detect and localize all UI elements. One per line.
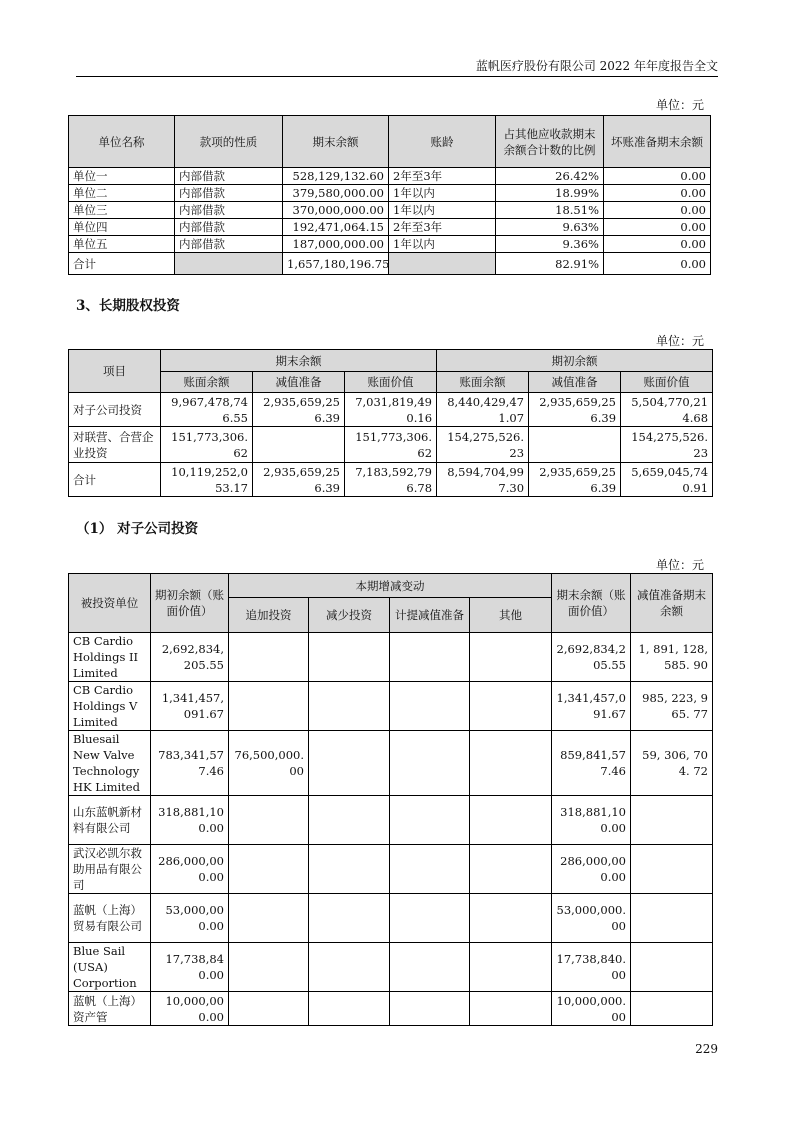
cell	[390, 943, 470, 992]
cell	[529, 427, 621, 463]
cell	[470, 633, 552, 682]
table-row	[69, 427, 713, 463]
header-cell: 本期增减变动	[229, 574, 552, 598]
table-row	[69, 845, 713, 894]
cell: 2,935,659,256.39	[529, 463, 621, 497]
cell	[470, 894, 552, 943]
cell: 8,594,704,997.30	[437, 463, 529, 497]
table-header-row	[69, 116, 711, 168]
cell	[631, 943, 713, 992]
table-row	[69, 943, 713, 992]
cell	[229, 633, 309, 682]
cell: 内部借款	[175, 236, 283, 253]
cell	[309, 796, 390, 845]
cell: 10,000,000.00	[552, 992, 631, 1026]
header-cell: 计提减值准备	[390, 598, 470, 633]
header-cell: 账面价值	[345, 372, 437, 393]
table-row	[69, 682, 713, 731]
table-row	[69, 202, 711, 219]
cell: 9.63%	[496, 219, 604, 236]
cell: 370,000,000.00	[283, 202, 389, 219]
unit-label-2: 单位：元	[655, 334, 704, 348]
cell: 5,504,770,214.68	[621, 393, 713, 427]
header-cell: 款项的性质	[175, 116, 283, 168]
cell: 8,440,429,471.07	[437, 393, 529, 427]
cell: 1, 891, 128, 585. 90	[631, 633, 713, 682]
cell	[631, 992, 713, 1026]
cell	[390, 845, 470, 894]
cell: 9.36%	[496, 236, 604, 253]
cell: 山东蓝帆新材料有限公司	[69, 796, 151, 845]
header-cell: 单位名称	[69, 116, 175, 168]
cell: 2,692,834,205.55	[552, 633, 631, 682]
cell	[229, 845, 309, 894]
cell: 5,659,045,740.91	[621, 463, 713, 497]
header-cell: 减值准备	[529, 372, 621, 393]
cell	[309, 633, 390, 682]
header-cell: 账面余额	[161, 372, 253, 393]
cell: 18.99%	[496, 185, 604, 202]
cell: 0.00	[604, 253, 711, 275]
cell: 10,119,252,053.17	[161, 463, 253, 497]
table-row	[69, 633, 713, 682]
cell: 单位五	[69, 236, 175, 253]
cell	[631, 894, 713, 943]
cell: 9,967,478,746.55	[161, 393, 253, 427]
cell: 151,773,306.62	[345, 427, 437, 463]
cell: 53,000,000.00	[151, 894, 229, 943]
section-title-long-term-equity: 3、长期股权投资	[76, 298, 180, 314]
table-row	[69, 219, 711, 236]
total-row	[69, 463, 713, 497]
other-receivables-top5-table	[68, 115, 711, 275]
cell	[390, 894, 470, 943]
page-number: 229	[695, 1042, 718, 1056]
cell	[309, 992, 390, 1026]
header-cell: 其他	[470, 598, 552, 633]
cell: 合计	[69, 253, 175, 275]
cell: Blue Sail (USA) Corportion	[69, 943, 151, 992]
cell: 192,471,064.15	[283, 219, 389, 236]
cell	[229, 943, 309, 992]
page-header: 蓝帆医疗股份有限公司 2022 年年度报告全文	[76, 58, 718, 77]
header-cell: 减少投资	[309, 598, 390, 633]
table-row	[69, 731, 713, 796]
cell: 286,000,000.00	[552, 845, 631, 894]
cell	[470, 731, 552, 796]
table-header-row	[69, 350, 713, 372]
cell	[309, 943, 390, 992]
header-cell: 减值准备期末余额	[631, 574, 713, 633]
cell	[309, 682, 390, 731]
cell: 151,773,306.62	[161, 427, 253, 463]
total-row	[69, 253, 711, 275]
cell: 1年以内	[389, 236, 496, 253]
cell: 59, 306, 704. 72	[631, 731, 713, 796]
cell: 0.00	[604, 168, 711, 185]
cell: CB Cardio Holdings II Limited	[69, 633, 151, 682]
cell: 1,657,180,196.75	[283, 253, 389, 275]
cell	[309, 845, 390, 894]
cell: 17,738,840.00	[151, 943, 229, 992]
unit-label-1: 单位：元	[655, 98, 704, 112]
cell: 内部借款	[175, 185, 283, 202]
cell: Bluesail New Valve Technology HK Limited	[69, 731, 151, 796]
table-row	[69, 992, 713, 1026]
cell	[390, 633, 470, 682]
cell: 对子公司投资	[69, 393, 161, 427]
cell: 1,341,457,091.67	[552, 682, 631, 731]
cell: 2年至3年	[389, 168, 496, 185]
header-cell: 追加投资	[229, 598, 309, 633]
section-title-subsidiary-investment: （1） 对子公司投资	[76, 521, 199, 537]
table-header-row	[69, 372, 713, 393]
header-cell: 被投资单位	[69, 574, 151, 633]
cell: 1年以内	[389, 185, 496, 202]
cell	[470, 682, 552, 731]
header-cell: 坏账准备期末余额	[604, 116, 711, 168]
cell: 内部借款	[175, 168, 283, 185]
cell	[309, 731, 390, 796]
cell: 2,935,659,256.39	[529, 393, 621, 427]
cell	[631, 796, 713, 845]
cell: 0.00	[604, 185, 711, 202]
cell: 318,881,100.00	[151, 796, 229, 845]
cell	[390, 682, 470, 731]
cell: 154,275,526.23	[621, 427, 713, 463]
cell	[390, 992, 470, 1026]
table-row	[69, 236, 711, 253]
cell: 783,341,577.46	[151, 731, 229, 796]
cell	[309, 894, 390, 943]
cell	[470, 845, 552, 894]
cell: 蓝帆（上海）贸易有限公司	[69, 894, 151, 943]
cell	[631, 845, 713, 894]
header-cell: 期初余额（账面价值）	[151, 574, 229, 633]
cell: 187,000,000.00	[283, 236, 389, 253]
cell: 82.91%	[496, 253, 604, 275]
cell: 内部借款	[175, 202, 283, 219]
cell	[470, 992, 552, 1026]
cell: 合计	[69, 463, 161, 497]
cell	[229, 682, 309, 731]
cell: 0.00	[604, 219, 711, 236]
cell: 1年以内	[389, 202, 496, 219]
header-cell: 占其他应收款期末余额合计数的比例	[496, 116, 604, 168]
cell: 单位三	[69, 202, 175, 219]
cell: 对联营、合营企业投资	[69, 427, 161, 463]
cell: 0.00	[604, 202, 711, 219]
cell	[470, 796, 552, 845]
cell: 26.42%	[496, 168, 604, 185]
cell: 蓝帆（上海）资产管	[69, 992, 151, 1026]
subsidiary-investment-table	[68, 573, 713, 1026]
cell: 985, 223, 965. 77	[631, 682, 713, 731]
header-cell: 项目	[69, 350, 161, 393]
header-cell: 期末余额	[161, 350, 437, 372]
cell: 2,935,659,256.39	[253, 393, 345, 427]
header-cell: 账面价值	[621, 372, 713, 393]
cell: 859,841,577.46	[552, 731, 631, 796]
cell: 单位一	[69, 168, 175, 185]
table-row	[69, 894, 713, 943]
cell: 528,129,132.60	[283, 168, 389, 185]
header-cell: 减值准备	[253, 372, 345, 393]
long-term-equity-investment-table	[68, 349, 713, 497]
cell: 2年至3年	[389, 219, 496, 236]
cell	[229, 894, 309, 943]
cell: 7,031,819,490.16	[345, 393, 437, 427]
cell: 1,341,457,091.67	[151, 682, 229, 731]
table-row	[69, 796, 713, 845]
cell: 内部借款	[175, 219, 283, 236]
cell: 2,692,834,205.55	[151, 633, 229, 682]
cell: 10,000,000.00	[151, 992, 229, 1026]
cell: CB Cardio Holdings V Limited	[69, 682, 151, 731]
cell: 单位四	[69, 219, 175, 236]
table-row	[69, 168, 711, 185]
cell: 2,935,659,256.39	[253, 463, 345, 497]
cell: 286,000,000.00	[151, 845, 229, 894]
header-cell: 账龄	[389, 116, 496, 168]
cell: 53,000,000.00	[552, 894, 631, 943]
cell	[390, 796, 470, 845]
cell	[229, 796, 309, 845]
cell	[470, 943, 552, 992]
cell	[229, 992, 309, 1026]
header-cell: 期初余额	[437, 350, 713, 372]
cell: 154,275,526.23	[437, 427, 529, 463]
cell: 7,183,592,796.78	[345, 463, 437, 497]
cell: 379,580,000.00	[283, 185, 389, 202]
cell: 76,500,000.00	[229, 731, 309, 796]
cell: 单位二	[69, 185, 175, 202]
cell	[175, 253, 283, 275]
cell: 318,881,100.00	[552, 796, 631, 845]
table-row	[69, 393, 713, 427]
cell: 武汉必凯尔救助用品有限公司	[69, 845, 151, 894]
header-cell: 期末余额（账面价值）	[552, 574, 631, 633]
cell: 18.51%	[496, 202, 604, 219]
cell	[390, 731, 470, 796]
cell: 17,738,840.00	[552, 943, 631, 992]
table-header-row	[69, 574, 713, 598]
cell: 0.00	[604, 236, 711, 253]
header-cell: 期末余额	[283, 116, 389, 168]
cell	[389, 253, 496, 275]
unit-label-3: 单位：元	[655, 558, 704, 572]
header-cell: 账面余额	[437, 372, 529, 393]
table-row	[69, 185, 711, 202]
cell	[253, 427, 345, 463]
